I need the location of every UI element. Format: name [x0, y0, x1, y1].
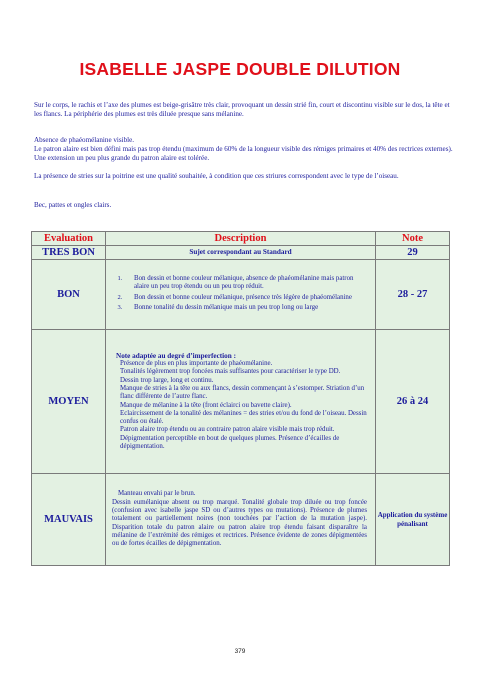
list-item: 1. Bon dessin et bonne couleur mélanique, absence de phaéomélanine mais patron alaire un peu trop étendu ou un peu trop réduit.	[124, 275, 369, 292]
list-item: Manteau envahi par le brun.	[118, 490, 196, 498]
moyen-heading: Note adaptée au degré d’imperfection :	[116, 351, 236, 360]
list-item: Manque de stries à la tête ou aux flancs, dessin commençant à s’estomper. Striation d’un flanc différente de l’autre flanc.	[120, 384, 365, 401]
page-title: ISABELLE JASPE DOUBLE DILUTION	[79, 59, 401, 79]
paragraph-breast-stripes: La présence de stries sur la poitrine est une qualité souhaitée, à condition que ces striures correspondent avec le type de l’oiseau.	[34, 172, 399, 180]
table-row-bon	[32, 260, 450, 330]
table-row-tres-bon	[32, 246, 450, 260]
table-row-moyen	[32, 330, 450, 474]
list-item: Eclaircissement de la tonalité des mélanines = des stries et/ou du fond de l’oiseau. Dessin confus ou étalé.	[120, 409, 367, 426]
note-moyen: 26 à 24	[376, 330, 450, 474]
description-mauvais	[106, 474, 376, 566]
list-item: Tonalités légèrement trop foncées mais suffisantes pour caractériser le type DD.	[120, 368, 341, 376]
list-item: Présence de plus en plus importante de phaéomélanine.	[120, 360, 273, 368]
list-item: 3. Bonne tonalité du dessin mélanique mais un peu trop long ou large	[124, 304, 369, 312]
grade-moyen: MOYEN	[32, 330, 106, 474]
bon-criteria-list	[106, 273, 375, 316]
note-bon: 28 - 27	[376, 260, 450, 330]
description-tres-bon: Sujet correspondant au Standard	[106, 246, 376, 260]
list-item: Dessin eumélanique absent ou trop marqué. Tonalité globale trop diluée ou trop foncée (confusion avec isabelle jaspe SD ou d’autres types ou mutations). Présence de plumes totalement ou partiellement noires (non touchées par l’action de la mutation jaspe). Disparition totale du patron alaire ou patron alaire trop étendu faisant disparaître la mélanine de l’extrémité des rémiges et rectrices. Présence évidente de zones dépigmentées ou de fortes écailles de dépigmentation.	[112, 498, 367, 548]
table-row-mauvais	[32, 474, 450, 566]
paragraph-wing-pattern: Le patron alaire est bien défini mais pas trop étendu (maximum de 60% de la longueur visible des rémiges primaires et 40% des rectrices externes). Une extension un peu plus grande du patron alaire est tolérée.	[34, 145, 453, 163]
header-description: Description	[106, 232, 376, 246]
header-evaluation: Evaluation	[32, 232, 106, 246]
note-mauvais: Application du système pénalisant	[376, 474, 450, 566]
list-item: 2. Bon dessin et bonne couleur mélanique, présence très légère de phaéomélanine	[124, 294, 369, 302]
list-item: Dépigmentation perceptible en bout de quelques plumes. Présence d’écailles de dépigmentation.	[120, 434, 340, 450]
table-header-row	[32, 232, 450, 246]
header-note: Note	[376, 232, 450, 246]
page-number: 379	[234, 648, 246, 655]
grade-bon: BON	[32, 260, 106, 330]
paragraph-body-description: Sur le corps, le rachis et l’axe des plumes est beige-grisâtre très clair, provoquant un dessin strié fin, court et discontinu visible sur le dos, la tête et les flancs. La périphérie des plumes est très diluée presque sans mélanine.	[34, 101, 450, 119]
grade-mauvais: MAUVAIS	[32, 474, 106, 566]
description-moyen	[106, 330, 376, 474]
description-bon	[106, 260, 376, 330]
list-item: Manque de mélanine à la tête (front éclairci ou bavette claire).	[120, 401, 292, 409]
paragraph-beak-legs: Bec, pattes et ongles clairs.	[34, 201, 112, 209]
list-item: Patron alaire trop étendu ou au contraire patron alaire visible mais trop réduit.	[120, 426, 335, 434]
list-item: Dessin trop large, long et continu.	[120, 376, 214, 384]
note-tres-bon: 29	[376, 246, 450, 260]
paragraph-phaeomelanin: Absence de phaéomélanine visible.	[34, 136, 135, 144]
evaluation-table	[31, 231, 450, 566]
grade-tres-bon: TRES BON	[32, 246, 106, 260]
